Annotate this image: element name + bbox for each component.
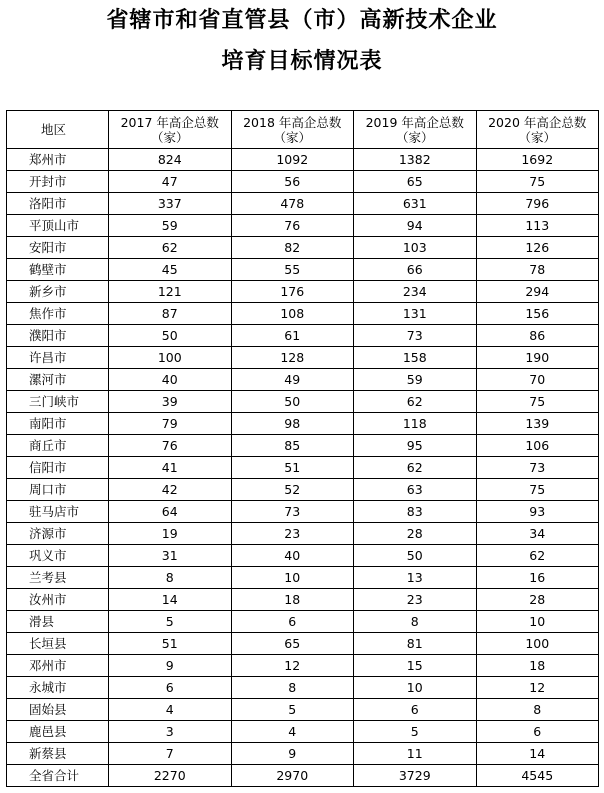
table-row xyxy=(7,699,599,721)
region-cell: 固始县 xyxy=(7,699,109,721)
count-cell: 62 xyxy=(109,237,232,259)
region-cell: 安阳市 xyxy=(7,237,109,259)
count-cell: 78 xyxy=(476,259,599,281)
region-cell: 汝州市 xyxy=(7,589,109,611)
count-cell: 824 xyxy=(109,149,232,171)
region-cell: 邓州市 xyxy=(7,655,109,677)
count-cell: 28 xyxy=(476,589,599,611)
count-cell: 75 xyxy=(476,171,599,193)
table-row xyxy=(7,611,599,633)
column-header-region: 地区 xyxy=(7,111,109,149)
count-cell: 79 xyxy=(109,413,232,435)
count-cell: 18 xyxy=(231,589,354,611)
count-cell: 62 xyxy=(354,457,477,479)
region-cell: 滑县 xyxy=(7,611,109,633)
region-cell: 长垣县 xyxy=(7,633,109,655)
count-cell: 158 xyxy=(354,347,477,369)
region-cell: 鹿邑县 xyxy=(7,721,109,743)
count-cell: 8 xyxy=(476,699,599,721)
column-header-2018: 2018 年高企总数（家） xyxy=(231,111,354,149)
table-row xyxy=(7,721,599,743)
count-cell: 98 xyxy=(231,413,354,435)
count-cell: 15 xyxy=(354,655,477,677)
count-cell: 87 xyxy=(109,303,232,325)
count-cell: 118 xyxy=(354,413,477,435)
count-cell: 1382 xyxy=(354,149,477,171)
count-cell: 2270 xyxy=(109,765,232,787)
count-cell: 176 xyxy=(231,281,354,303)
count-cell: 59 xyxy=(109,215,232,237)
table-row xyxy=(7,743,599,765)
count-cell: 39 xyxy=(109,391,232,413)
count-cell: 14 xyxy=(476,743,599,765)
region-cell: 全省合计 xyxy=(7,765,109,787)
table-row xyxy=(7,633,599,655)
column-header-2020: 2020 年高企总数（家） xyxy=(476,111,599,149)
count-cell: 8 xyxy=(231,677,354,699)
count-cell: 5 xyxy=(231,699,354,721)
count-cell: 86 xyxy=(476,325,599,347)
count-cell: 66 xyxy=(354,259,477,281)
target-table xyxy=(6,110,599,787)
document-title: 省辖市和省直管县（市）高新技术企业 xyxy=(106,8,498,33)
table-header-row xyxy=(7,111,599,149)
table-row xyxy=(7,413,599,435)
count-cell: 2970 xyxy=(231,765,354,787)
count-cell: 45 xyxy=(109,259,232,281)
table-row xyxy=(7,281,599,303)
count-cell: 9 xyxy=(109,655,232,677)
region-cell: 漯河市 xyxy=(7,369,109,391)
region-cell: 郑州市 xyxy=(7,149,109,171)
region-cell: 平顶山市 xyxy=(7,215,109,237)
count-cell: 76 xyxy=(109,435,232,457)
region-cell: 南阳市 xyxy=(7,413,109,435)
count-cell: 11 xyxy=(354,743,477,765)
table-row xyxy=(7,655,599,677)
region-cell: 鹤壁市 xyxy=(7,259,109,281)
count-cell: 81 xyxy=(354,633,477,655)
count-cell: 100 xyxy=(109,347,232,369)
count-cell: 128 xyxy=(231,347,354,369)
count-cell: 19 xyxy=(109,523,232,545)
table-row xyxy=(7,567,599,589)
count-cell: 4545 xyxy=(476,765,599,787)
column-header-2017: 2017 年高企总数（家） xyxy=(109,111,232,149)
count-cell: 85 xyxy=(231,435,354,457)
count-cell: 55 xyxy=(231,259,354,281)
count-cell: 121 xyxy=(109,281,232,303)
count-cell: 5 xyxy=(354,721,477,743)
count-cell: 5 xyxy=(109,611,232,633)
region-cell: 新蔡县 xyxy=(7,743,109,765)
table-row xyxy=(7,369,599,391)
count-cell: 23 xyxy=(354,589,477,611)
count-cell: 796 xyxy=(476,193,599,215)
count-cell: 51 xyxy=(109,633,232,655)
count-cell: 12 xyxy=(476,677,599,699)
count-cell: 94 xyxy=(354,215,477,237)
region-cell: 兰考县 xyxy=(7,567,109,589)
table-row xyxy=(7,435,599,457)
region-cell: 新乡市 xyxy=(7,281,109,303)
region-cell: 巩义市 xyxy=(7,545,109,567)
table-row xyxy=(7,479,599,501)
count-cell: 64 xyxy=(109,501,232,523)
table-row xyxy=(7,457,599,479)
count-cell: 3 xyxy=(109,721,232,743)
count-cell: 113 xyxy=(476,215,599,237)
count-cell: 63 xyxy=(354,479,477,501)
count-cell: 156 xyxy=(476,303,599,325)
count-cell: 139 xyxy=(476,413,599,435)
count-cell: 41 xyxy=(109,457,232,479)
region-cell: 洛阳市 xyxy=(7,193,109,215)
count-cell: 10 xyxy=(476,611,599,633)
count-cell: 23 xyxy=(231,523,354,545)
count-cell: 8 xyxy=(109,567,232,589)
count-cell: 294 xyxy=(476,281,599,303)
table-row xyxy=(7,303,599,325)
column-header-2019: 2019 年高企总数（家） xyxy=(354,111,477,149)
count-cell: 13 xyxy=(354,567,477,589)
region-cell: 许昌市 xyxy=(7,347,109,369)
count-cell: 126 xyxy=(476,237,599,259)
count-cell: 56 xyxy=(231,171,354,193)
region-cell: 商丘市 xyxy=(7,435,109,457)
region-cell: 周口市 xyxy=(7,479,109,501)
table-row xyxy=(7,765,599,787)
count-cell: 631 xyxy=(354,193,477,215)
count-cell: 478 xyxy=(231,193,354,215)
table-row xyxy=(7,149,599,171)
count-cell: 16 xyxy=(476,567,599,589)
count-cell: 28 xyxy=(354,523,477,545)
count-cell: 82 xyxy=(231,237,354,259)
count-cell: 34 xyxy=(476,523,599,545)
count-cell: 95 xyxy=(354,435,477,457)
count-cell: 3729 xyxy=(354,765,477,787)
count-cell: 75 xyxy=(476,391,599,413)
count-cell: 61 xyxy=(231,325,354,347)
table-row xyxy=(7,237,599,259)
table-row xyxy=(7,677,599,699)
count-cell: 59 xyxy=(354,369,477,391)
count-cell: 31 xyxy=(109,545,232,567)
count-cell: 131 xyxy=(354,303,477,325)
table-row xyxy=(7,171,599,193)
count-cell: 83 xyxy=(354,501,477,523)
table-row xyxy=(7,501,599,523)
table-row xyxy=(7,523,599,545)
count-cell: 1092 xyxy=(231,149,354,171)
count-cell: 9 xyxy=(231,743,354,765)
count-cell: 62 xyxy=(476,545,599,567)
table-row xyxy=(7,589,599,611)
count-cell: 50 xyxy=(354,545,477,567)
table-row xyxy=(7,215,599,237)
count-cell: 106 xyxy=(476,435,599,457)
count-cell: 10 xyxy=(354,677,477,699)
region-cell: 信阳市 xyxy=(7,457,109,479)
count-cell: 42 xyxy=(109,479,232,501)
table-row xyxy=(7,325,599,347)
count-cell: 50 xyxy=(109,325,232,347)
count-cell: 76 xyxy=(231,215,354,237)
count-cell: 65 xyxy=(231,633,354,655)
table-row xyxy=(7,193,599,215)
count-cell: 73 xyxy=(354,325,477,347)
count-cell: 8 xyxy=(354,611,477,633)
count-cell: 62 xyxy=(354,391,477,413)
region-cell: 三门峡市 xyxy=(7,391,109,413)
count-cell: 40 xyxy=(231,545,354,567)
count-cell: 100 xyxy=(476,633,599,655)
count-cell: 190 xyxy=(476,347,599,369)
table-body xyxy=(7,149,599,787)
table-row xyxy=(7,391,599,413)
document-subtitle: 培育目标情况表 xyxy=(221,49,383,74)
count-cell: 47 xyxy=(109,171,232,193)
count-cell: 12 xyxy=(231,655,354,677)
count-cell: 103 xyxy=(354,237,477,259)
count-cell: 108 xyxy=(231,303,354,325)
table-row xyxy=(7,347,599,369)
region-cell: 濮阳市 xyxy=(7,325,109,347)
count-cell: 49 xyxy=(231,369,354,391)
table-row xyxy=(7,259,599,281)
count-cell: 4 xyxy=(109,699,232,721)
region-cell: 驻马店市 xyxy=(7,501,109,523)
count-cell: 51 xyxy=(231,457,354,479)
count-cell: 7 xyxy=(109,743,232,765)
count-cell: 6 xyxy=(354,699,477,721)
region-cell: 焦作市 xyxy=(7,303,109,325)
count-cell: 70 xyxy=(476,369,599,391)
count-cell: 6 xyxy=(476,721,599,743)
count-cell: 52 xyxy=(231,479,354,501)
region-cell: 开封市 xyxy=(7,171,109,193)
region-cell: 济源市 xyxy=(7,523,109,545)
count-cell: 50 xyxy=(231,391,354,413)
count-cell: 75 xyxy=(476,479,599,501)
count-cell: 18 xyxy=(476,655,599,677)
count-cell: 73 xyxy=(476,457,599,479)
count-cell: 40 xyxy=(109,369,232,391)
count-cell: 6 xyxy=(231,611,354,633)
count-cell: 93 xyxy=(476,501,599,523)
count-cell: 10 xyxy=(231,567,354,589)
table-row xyxy=(7,545,599,567)
count-cell: 6 xyxy=(109,677,232,699)
count-cell: 337 xyxy=(109,193,232,215)
count-cell: 4 xyxy=(231,721,354,743)
count-cell: 65 xyxy=(354,171,477,193)
count-cell: 234 xyxy=(354,281,477,303)
count-cell: 14 xyxy=(109,589,232,611)
count-cell: 1692 xyxy=(476,149,599,171)
count-cell: 73 xyxy=(231,501,354,523)
region-cell: 永城市 xyxy=(7,677,109,699)
